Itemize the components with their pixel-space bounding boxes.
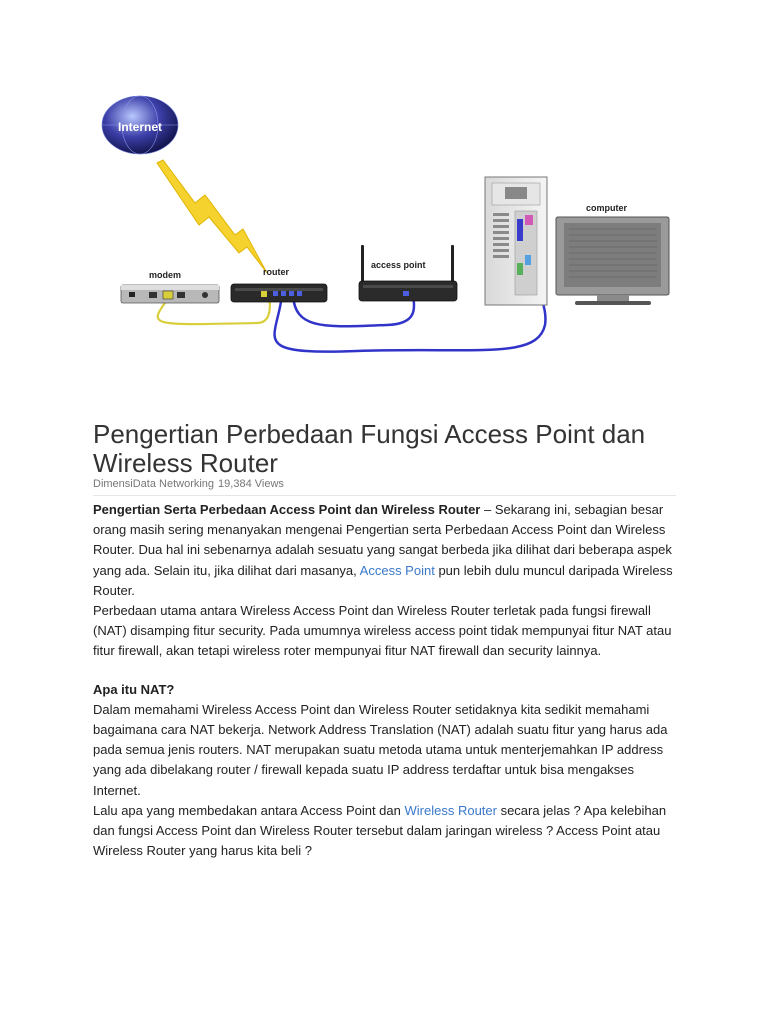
article-meta bbox=[93, 478, 288, 490]
paragraph-1-text: – Sekarang ini, sebagian besar orang masih sering menanyakan mengenai Pengertian serta Perbedaan Access Point dan Wireless Router. Dua hal ini sebenarnya adalah sesuatu yang sangat berbeda jika dilihat dari beberapa aspek yang ada. Selain itu, jika dilihat dari masanya, bbox=[93, 502, 672, 578]
computer-label: computer bbox=[586, 203, 628, 213]
pc-tower-icon bbox=[485, 177, 547, 305]
modem-icon bbox=[121, 285, 219, 303]
wireless-router-link[interactable]: Wireless Router bbox=[404, 802, 497, 818]
paragraph-4-text-end: secara jelas ? Apa kelebihan dan fungsi Access Point dan Wireless Router tersebut dalam jaringan wireless ? Access Point atau Wireless Router yang harus kita beli ? bbox=[93, 802, 667, 859]
paragraph-1-text-end: pun lebih dulu muncul daripada Wireless Router. bbox=[93, 562, 673, 598]
section-heading-nat bbox=[93, 680, 677, 700]
modem-label: modem bbox=[149, 270, 182, 280]
internet-globe-icon bbox=[102, 96, 178, 154]
paragraph-4 bbox=[93, 801, 677, 862]
paragraph-1 bbox=[93, 500, 677, 601]
router-icon bbox=[231, 284, 327, 302]
network-diagram-image bbox=[97, 95, 671, 357]
author-link[interactable]: DimensiData Networking bbox=[93, 478, 215, 490]
paragraph-3: Dalam memahami Wireless Access Point dan Wireless Router setidaknya kita sedikit memahami bagaimana cara NAT bekerja. Network Address Translation (NAT) adalah suatu fitur yang harus ada pada semua jenis routers. NAT merupakan suatu metoda utama untuk menterjemahkan IP address yang ada dibelakang router / firewall kepada suatu IP address terdaftar untuk bisa mengakses Internet. bbox=[93, 701, 668, 798]
lightning-bolt-icon bbox=[157, 160, 267, 273]
access-point-icon bbox=[359, 245, 457, 301]
lead-bold-text: Pengertian Serta Perbedaan Access Point dan Wireless Router bbox=[93, 502, 481, 517]
nat-heading: Apa itu NAT? bbox=[93, 681, 175, 697]
article-body bbox=[93, 500, 677, 861]
access-point-label: access point bbox=[371, 260, 426, 270]
network-diagram-svg bbox=[97, 95, 671, 357]
divider bbox=[93, 495, 676, 496]
access-point-link[interactable]: Access Point bbox=[359, 562, 435, 578]
view-count: 19,384 Views bbox=[218, 478, 284, 490]
computer-monitor-icon bbox=[556, 217, 669, 305]
router-label: router bbox=[263, 267, 290, 277]
article-title: Pengertian Perbedaan Fungsi Access Point dan Wireless Router bbox=[93, 419, 646, 478]
internet-label: Internet bbox=[117, 120, 163, 134]
paragraph-4-text: Lalu apa yang membedakan antara Access Point dan bbox=[93, 802, 405, 818]
paragraph-2: Perbedaan utama antara Wireless Access Point dan Wireless Router terletak pada fungsi firewall (NAT) disamping fitur security. Pada umumnya wireless access point tidak mempunyai fitur NAT atau fitur firewall, akan tetapi wireless roter mempunyai fitur NAT firewall dan security lainnya. bbox=[93, 603, 672, 659]
